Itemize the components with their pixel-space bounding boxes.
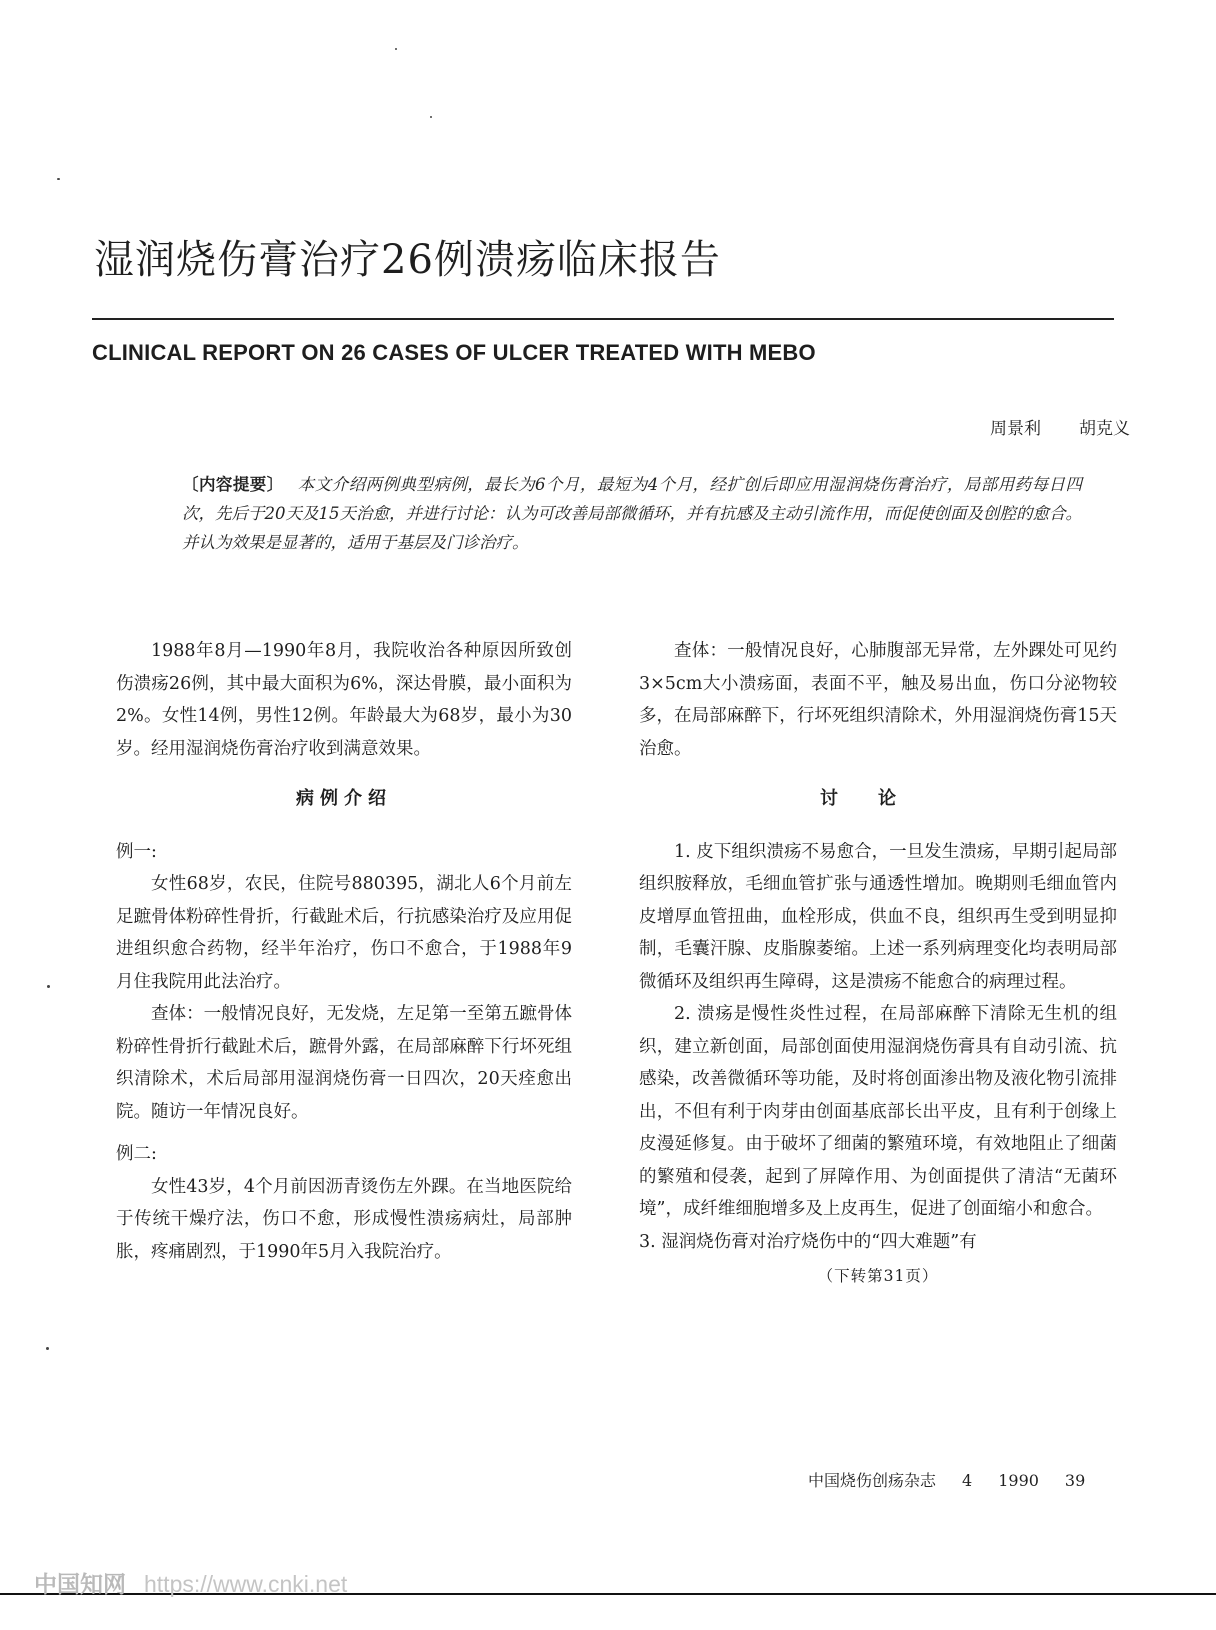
scan-speck <box>47 985 50 988</box>
section-heading-cases: 病例介绍 <box>296 788 392 809</box>
case2-paragraph: 女性43岁，4个月前因沥青烫伤左外踝。在当地医院给于传统干燥疗法，伤口不愈，形成慢性溃疡病灶，局部肿胀，疼痛剧烈，于1990年5月入我院治疗。 <box>116 1176 572 1262</box>
article-title-english: CLINICAL REPORT ON 26 CASES OF ULCER TREATED WITH MEBO <box>92 340 816 365</box>
scan-speck <box>430 116 432 118</box>
left-column <box>116 635 572 1268</box>
case2-label: 例二: <box>116 1144 157 1164</box>
scan-speck <box>395 48 397 50</box>
right-column <box>639 635 1117 1293</box>
author-1: 周景利 <box>990 419 1041 439</box>
abstract-label: 〔内容提要〕 <box>182 475 284 494</box>
intro-paragraph: 1988年8月—1990年8月，我院收治各种原因所致创伤溃疡26例，其中最大面积为6%，深达骨膜，最小面积为2%。女性14例，男性12例。年龄最大为68岁，最小为30岁。经用湿润烧伤膏治疗收到满意效果。 <box>116 641 572 759</box>
section-heading-discussion: 讨论 <box>820 788 936 809</box>
abstract <box>182 470 1082 557</box>
discussion-point-3: 3. 湿润烧伤膏对治疗烧伤中的“四大难题”有 <box>639 1231 977 1252</box>
discussion-point-2: 2. 溃疡是慢性炎性过程，在局部麻醉下清除无生机的组织，建立新创面，局部创面使用湿润烧伤膏具有自动引流、抗感染，改善微循环等功能，及时将创面渗出物及液化物引流排出，不但有利于肉芽由创面基底部长出平皮，且有利于创缘上皮漫延修复。由于破坏了细菌的繁殖环境，有效地阻止了细菌的繁殖和侵袭，起到了屏障作用、为创面提供了清洁“无菌环境”，成纤维细胞增多及上皮再生，促进了创面缩小和愈合。 <box>639 1004 1117 1219</box>
page-number: 39 <box>1064 1471 1086 1490</box>
abstract-text: 本文介绍两例典型病例，最长为6个月，最短为4个月，经扩创后即应用湿润烧伤膏治疗，局部用药每日四次，先后于20天及15天治愈，并进行讨论：认为可改善局部微循环，并有抗感及主动引流作用，而促使创面及创腔的愈合。并认为效果是显著的，适用于基层及门诊治疗。 <box>182 475 1083 552</box>
case1-exam-paragraph: 查体：一般情况良好，无发烧，左足第一至第五蹠骨体粉碎性骨折行截趾术后，蹠骨外露，在局部麻醉下行坏死组织清除术，术后局部用湿润烧伤膏一日四次，20天痊愈出院。随访一年情况良好。 <box>116 1004 572 1122</box>
cnki-watermark[interactable] <box>34 1566 347 1599</box>
case2-exam-paragraph: 查体：一般情况良好，心肺腹部无异常，左外踝处可见约3×5cm大小溃疡面，表面不平，触及易出血，伤口分泌物较多，在局部麻醉下，行坏死组织清除术，外用湿润烧伤膏15天治愈。 <box>639 641 1117 759</box>
scan-speck <box>57 178 60 180</box>
discussion-point-1: 1. 皮下组织溃疡不易愈合，一旦发生溃疡，早期引起局部组织胺释放，毛细血管扩张与通透性增加。晚期则毛细血管内皮增厚血管扭曲，血栓形成，供血不良，组织再生受到明显抑制，毛囊汗腺、皮脂腺萎缩。上述一系列病理变化均表明局部微循环及组织再生障碍，这是溃疡不能愈合的病理过程。 <box>639 841 1117 992</box>
case1-label: 例一: <box>116 841 157 862</box>
case1-paragraph: 女性68岁，农民，住院号880395，湖北人6个月前左足蹠骨体粉碎性骨折，行截趾术后，行抗感染治疗及应用促进组织愈合药物，经半年治疗，伤口不愈合，于1988年9月住我院用此法治疗。 <box>116 874 572 992</box>
authors <box>990 414 1130 439</box>
issue-number: 4 <box>962 1471 973 1490</box>
author-2: 胡克义 <box>1079 419 1130 439</box>
title-divider <box>92 318 1114 320</box>
scan-speck <box>46 1347 49 1350</box>
publication-year: 1990 <box>998 1471 1039 1490</box>
watermark-url[interactable]: https://www.cnki.net <box>144 1571 348 1597</box>
watermark-brand: 中国知网 <box>34 1571 126 1597</box>
page-footer <box>808 1468 1085 1491</box>
journal-name: 中国烧伤创疡杂志 <box>808 1471 937 1490</box>
article-title-chinese: 湿润烧伤膏治疗26例溃疡临床报告 <box>94 237 721 283</box>
continued-note: （下转第31页） <box>817 1267 939 1285</box>
